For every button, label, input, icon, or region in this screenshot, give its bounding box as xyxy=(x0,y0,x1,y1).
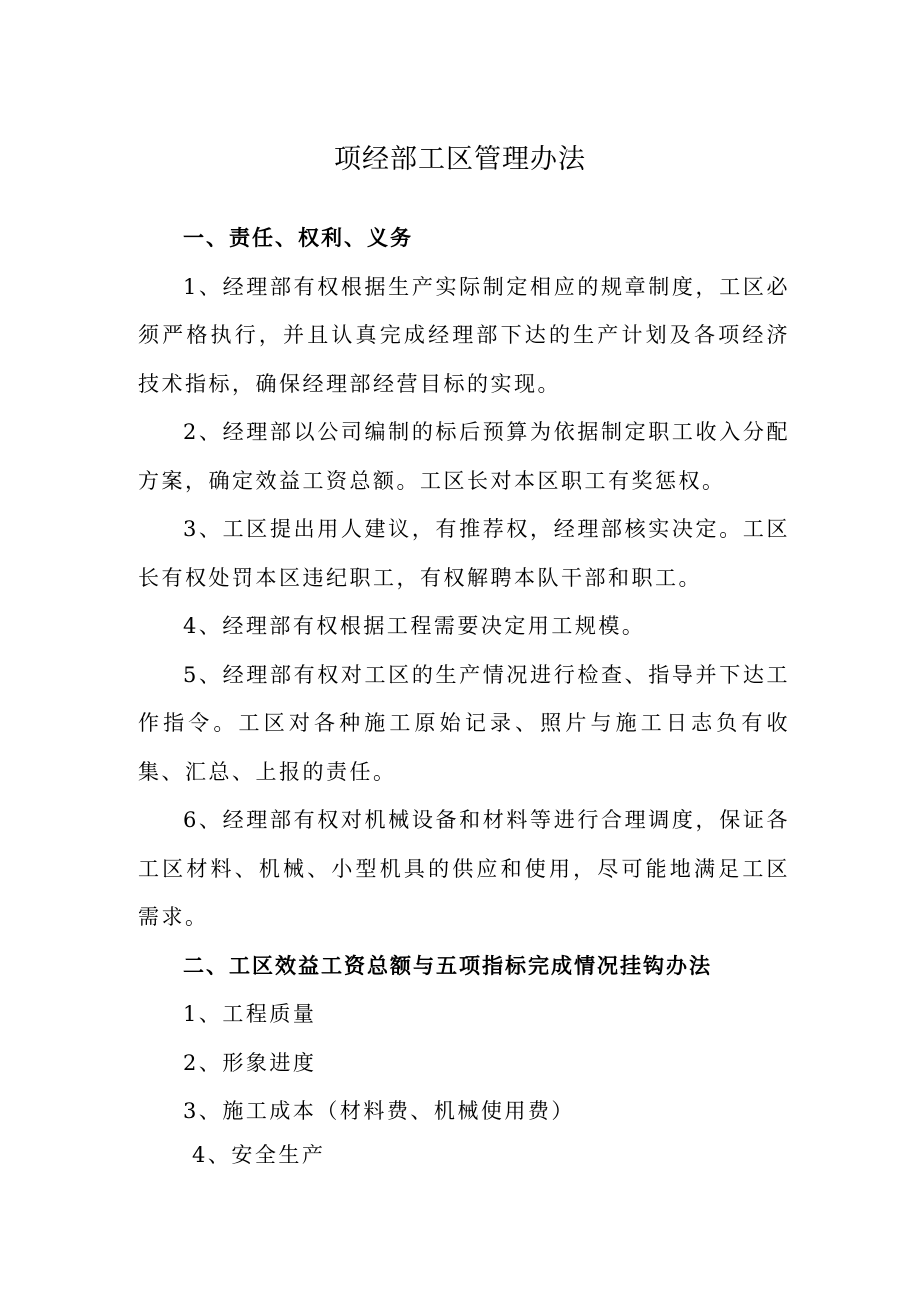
section-heading-2: 二、工区效益工资总额与五项指标完成情况挂钩办法 xyxy=(183,953,712,978)
paragraph-6: 6、经理部有权对机械设备和材料等进行合理调度，保证各工区材料、机械、小型机具的供应和使用，尽可能地满足工区需求。 xyxy=(138,808,790,929)
section-heading-1: 一、责任、权利、义务 xyxy=(183,226,413,250)
paragraph-5: 5、经理部有权对工区的生产情况进行检查、指导并下达工作指令。工区对各种施工原始记录、照片与施工日志负有收集、汇总、上报的责任。 xyxy=(138,662,790,784)
document-title: 项经部工区管理办法 xyxy=(334,144,586,175)
document-body xyxy=(138,214,790,1174)
list-item: 4、安全生产 xyxy=(192,1142,326,1167)
list-item: 3、施工成本（材料费、机械使用费） xyxy=(183,1099,575,1123)
paragraph-4: 4、经理部有权根据工程需要决定用工规模。 xyxy=(183,614,646,638)
paragraph-2: 2、经理部以公司编制的标后预算为依据制定职工收入分配方案，确定效益工资总额。工区长对本区职工有奖惩权。 xyxy=(138,420,790,493)
paragraph-3: 3、工区提出用人建议，有推荐权，经理部核实决定。工区长有权处罚本区违纪职工，有权解聘本队干部和职工。 xyxy=(138,517,790,590)
list-item: 1、工程质量 xyxy=(183,1002,317,1026)
list-item: 2、形象进度 xyxy=(183,1050,317,1075)
paragraph-1: 1、经理部有权根据生产实际制定相应的规章制度，工区必须严格执行，并且认真完成经理部下达的生产计划及各项经济技术指标，确保经理部经营目标的实现。 xyxy=(138,274,790,396)
